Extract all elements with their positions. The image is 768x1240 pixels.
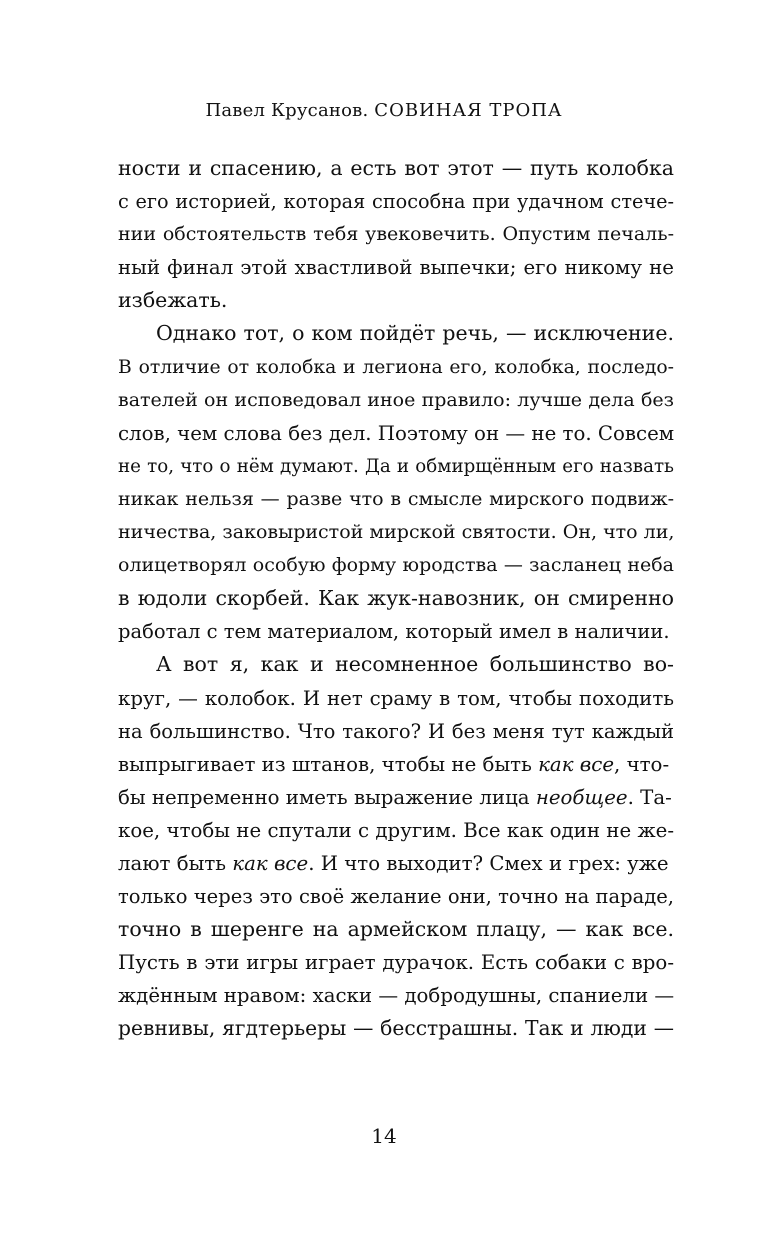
text-line: ждённым нравом: хаски — добродушны, спаниели — bbox=[118, 984, 675, 1008]
text-run: . Та- bbox=[627, 785, 672, 809]
text-line: в юдоли скорбей. Как жук-навозник, он смиренно bbox=[118, 586, 674, 611]
text-run: выпрыгивает из штанов, чтобы не быть bbox=[118, 752, 539, 776]
text-line: избежать. bbox=[118, 288, 228, 313]
body-text bbox=[118, 152, 674, 1046]
text-run: лают быть bbox=[118, 851, 233, 875]
text-line: круг, — колобок. И нет сраму в том, чтобы походить bbox=[118, 686, 674, 710]
italic-phrase: как все bbox=[538, 752, 615, 776]
text-line bbox=[118, 781, 674, 814]
text-line: никак нельзя — разве что в смысле мирского подвиж- bbox=[118, 487, 674, 510]
text-line: нии обстоятельств тебя увековечить. Опустим печаль- bbox=[118, 223, 674, 246]
text-line: с его историей, которая способна при удачном стече- bbox=[118, 190, 674, 214]
text-line: Пусть в эти игры играет дурачок. Есть собаки с вро- bbox=[118, 951, 674, 975]
text-line: ности и спасению, а есть вот этот — путь колобка bbox=[118, 156, 674, 180]
running-head-title: СОВИНАЯ ТРОПА bbox=[374, 100, 563, 121]
text-line: работал с тем материалом, который имел в наличии. bbox=[118, 620, 670, 644]
text-line: на большинство. Что такого? И без меня тут каждый bbox=[118, 719, 674, 743]
running-head bbox=[0, 100, 768, 121]
text-run: бы непременно иметь выражение лица bbox=[118, 785, 536, 809]
text-line: олицетворял особую форму юродства — засланец неба bbox=[118, 554, 674, 577]
italic-phrase: как все bbox=[232, 851, 309, 875]
text-line bbox=[118, 748, 674, 781]
text-line: только через это своё желание они, точно на параде, bbox=[118, 885, 674, 909]
text-line: не то, что о нём думают. Да и обмирщённым его назвать bbox=[118, 455, 674, 477]
text-line: вателей он исповедовал иное правило: лучше дела без bbox=[118, 388, 674, 411]
paragraph-first-line: Однако тот, о ком пойдёт речь, — исключение. bbox=[156, 321, 674, 346]
text-run: . И что выходит? Смех и грех: уже bbox=[308, 851, 669, 875]
text-run: , что- bbox=[614, 752, 670, 776]
text-line: точно в шеренге на армейском плацу, — как все. bbox=[118, 917, 674, 942]
running-head-author: Павел Крусанов. bbox=[205, 100, 369, 121]
text-line: слов, чем слова без дел. Поэтому он — не то. Совсем bbox=[118, 421, 675, 445]
text-line bbox=[118, 847, 674, 880]
text-line: ревнивы, ягдтерьеры — бесстрашны. Так и люди — bbox=[118, 1016, 674, 1041]
paragraph-first-line: А вот я, как и несомненное большинство во- bbox=[156, 652, 674, 677]
italic-phrase: необщее bbox=[535, 785, 628, 809]
text-line: ный финал этой хвастливой выпечки; его никому не bbox=[118, 256, 674, 280]
text-line: В отличие от колобка и легиона его, колобка, последо- bbox=[118, 356, 674, 378]
page-number: 14 bbox=[371, 1124, 397, 1148]
text-line: ничества, заковыристой мирской святости. Он, что ли, bbox=[118, 521, 675, 544]
text-line: кое, чтобы не спутали с другим. Все как один не же- bbox=[118, 818, 674, 842]
